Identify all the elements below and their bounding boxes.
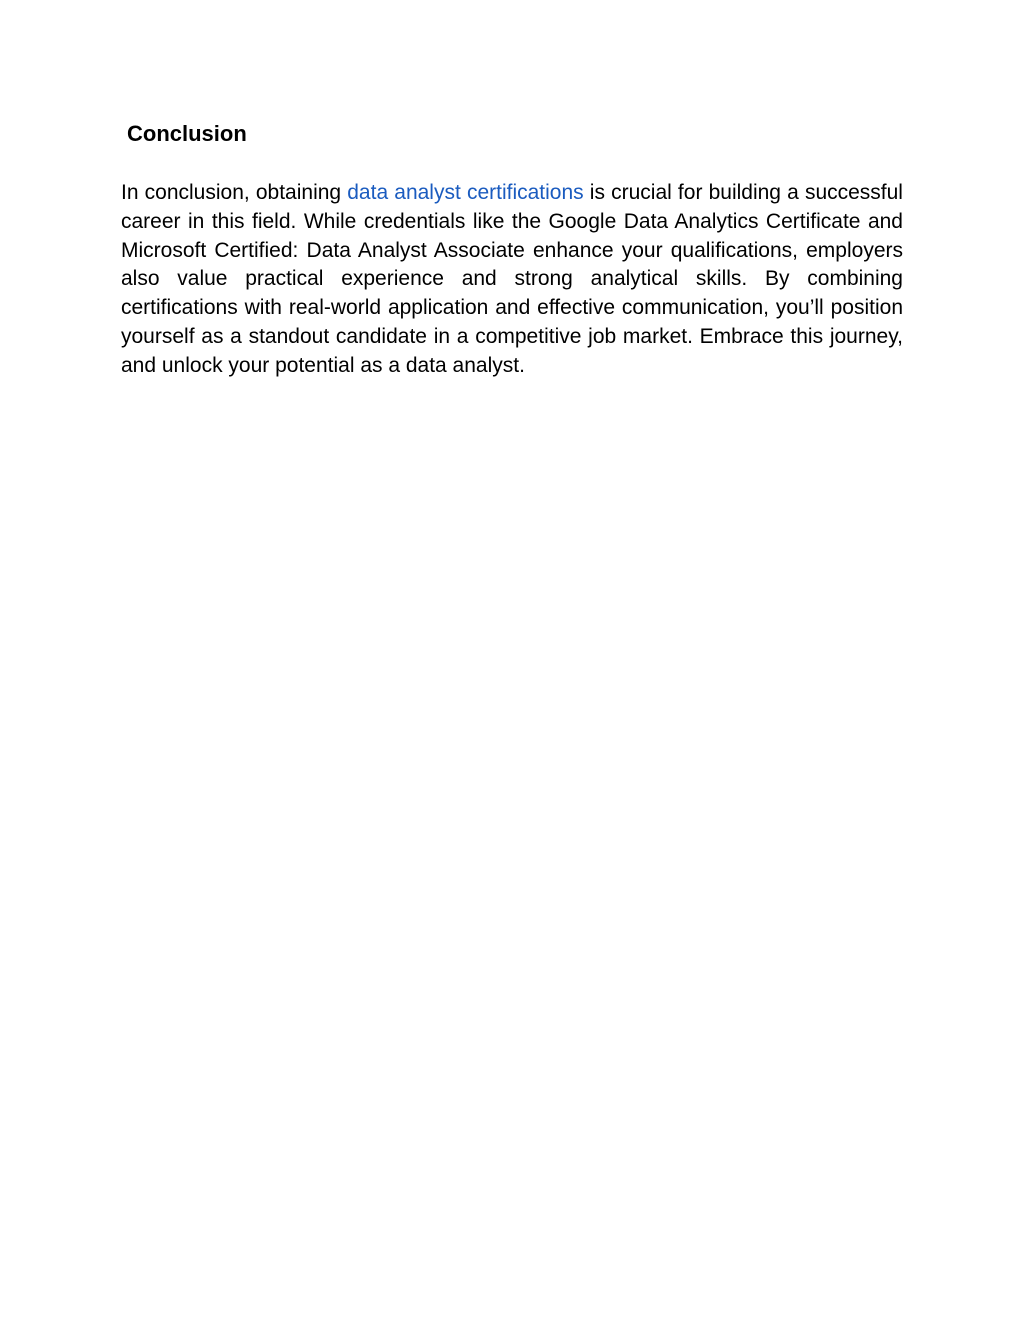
section-heading: Conclusion bbox=[127, 121, 247, 146]
paragraph-text-after-link: is crucial for building a successful career in this field. While credentials like the Google Data Analytics Certificate and Microsoft Certified: Data Analyst Associate enhance your qualifications, employers also value practical experience and strong analytical skills. By combining certifications with real-world application and effective communication, you’ll position yourself as a standout candidate in a competitive job market. Embrace this journey, and unlock your potential as a data analyst. bbox=[121, 181, 903, 377]
paragraph-text-before-link: In conclusion, obtaining bbox=[121, 181, 348, 204]
conclusion-paragraph bbox=[121, 179, 903, 381]
certifications-link[interactable]: data analyst certifications bbox=[347, 181, 584, 204]
